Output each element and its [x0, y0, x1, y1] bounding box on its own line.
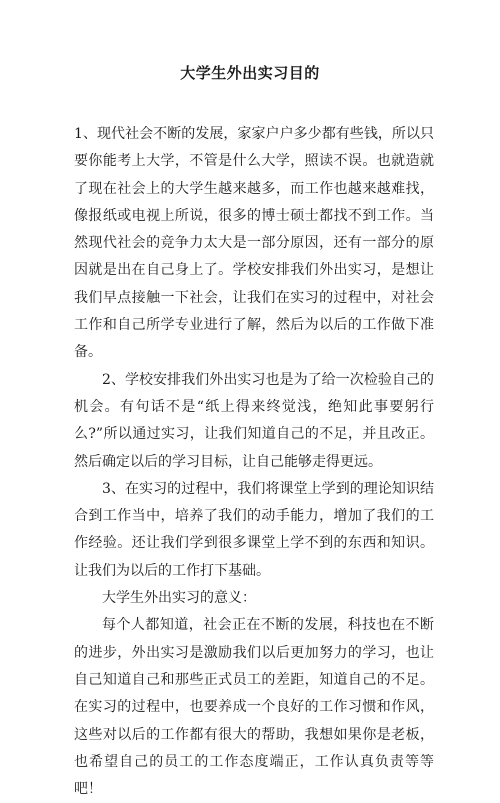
- paragraph-purpose-2: 2、学校安排我们外出实习也是为了给一次检验自己的机会。有句话不是“纸上得来终觉浅，绝知此事要躬行么?”所以通过实习，让我们知道自己的不足，并且改正。然后确定以后的学习目标，让自己能够走得更远。: [74, 371, 434, 470]
- document-body: [74, 121, 434, 803]
- section-heading-significance: 大学生外出实习的意义：: [102, 590, 256, 607]
- paragraph-purpose-1: 1、现代社会不断的发展，家家户户多少都有些钱，所以只要你能考上大学，不管是什么大学，照读不误。也就造就了现在社会上的大学生越来越多，而工作也越来越难找，像报纸或电视上所说，很多的博士硕士都找不到工作。当然现代社会的竞争力太大是一部分原因，还有一部分的原因就是出在自己身上了。学校安排我们外出实习，是想让我们早点接触一下社会，让我们在实习的过程中，对社会工作和自己所学专业进行了解，然后为以后的工作做下准备。: [74, 126, 434, 361]
- paragraph-significance: 每个人都知道，社会正在不断的发展，科技也在不断的进步，外出实习是激励我们以后更加努力的学习，也让自己知道自己和那些正式员工的差距，知道自己的不足。在实习的过程中，也要养成一个良好的工作习惯和作风，这些对以后的工作都有很大的帮助，我想如果你是老板，也希望自己的员工的工作态度端正，工作认真负责等等吧！: [74, 617, 434, 798]
- document-title: 大学生外出实习目的: [180, 64, 320, 82]
- paragraph-purpose-3: 3、在实习的过程中，我们将课堂上学到的理论知识结合到工作当中，培养了我们的动手能力，增加了我们的工作经验。还让我们学到很多课堂上学不到的东西和知识。让我们为以后的工作打下基础。: [74, 480, 434, 579]
